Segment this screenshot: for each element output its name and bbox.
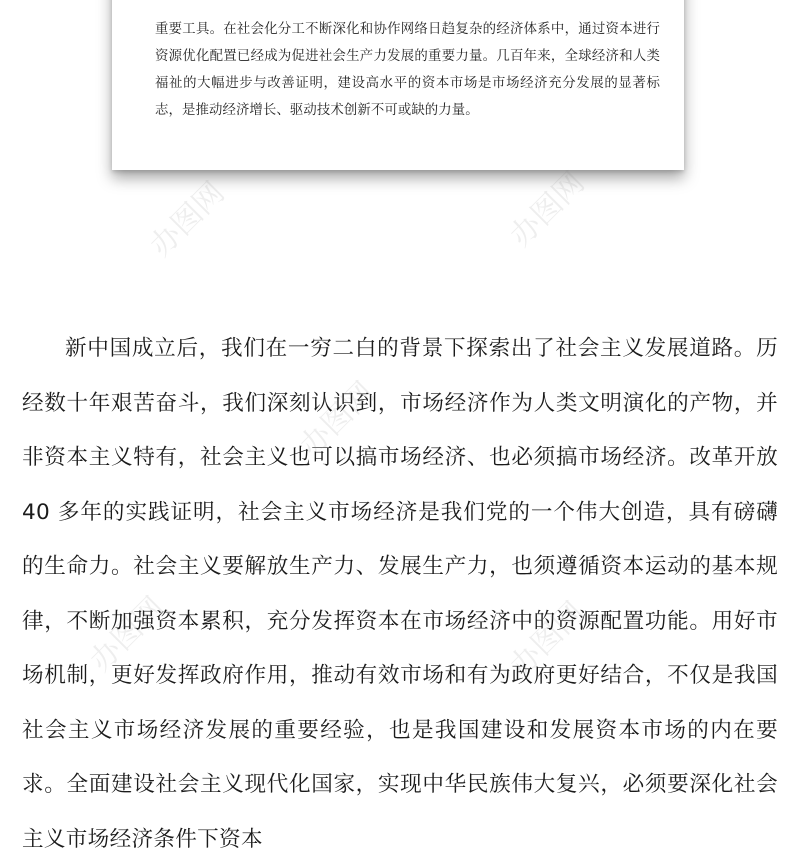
- watermark-4: 办图网: [83, 590, 172, 679]
- watermark-1: 办图网: [143, 175, 232, 264]
- card-paragraph: 重要工具。在社会化分工不断深化和协作网络日趋复杂的经济体系中，通过资本进行资源优化配置已经成为促进社会生产力发展的重要力量。几百年来，全球经济和人类福祉的大幅进步与改善证明，建设高水平的资本市场是市场经济充分发展的显著标志，是推动经济增长、驱动技术创新不可或缺的力量。: [155, 22, 660, 118]
- body-paragraph: 新中国成立后，我们在一穷二白的背景下探索出了社会主义发展道路。历经数十年艰苦奋斗，我们深刻认识到，市场经济作为人类文明演化的产物，并非资本主义特有，社会主义也可以搞市场经济、也必须搞市场经济。改革开放 40 多年的实践证明，社会主义市场经济是我们党的一个伟大创造，具有磅礴的生命力。社会主义要解放生产力、发展生产力，也须遵循资本运动的基本规律，不断加强资本累积，充分发挥资本在市场经济中的资源配置功能。用好市场机制，更好发挥政府作用，推动有效市场和有为政府更好结合，不仅是我国社会主义市场经济发展的重要经验，也是我国建设和发展资本市场的内在要求。全面建设社会主义现代化国家，实现中华民族伟大复兴，必须要深化社会主义市场经济条件下资本: [22, 336, 778, 852]
- watermark-3: 办图网: [293, 375, 382, 464]
- watermark-5: 办图网: [503, 595, 592, 684]
- watermark-2: 办图网: [503, 165, 592, 254]
